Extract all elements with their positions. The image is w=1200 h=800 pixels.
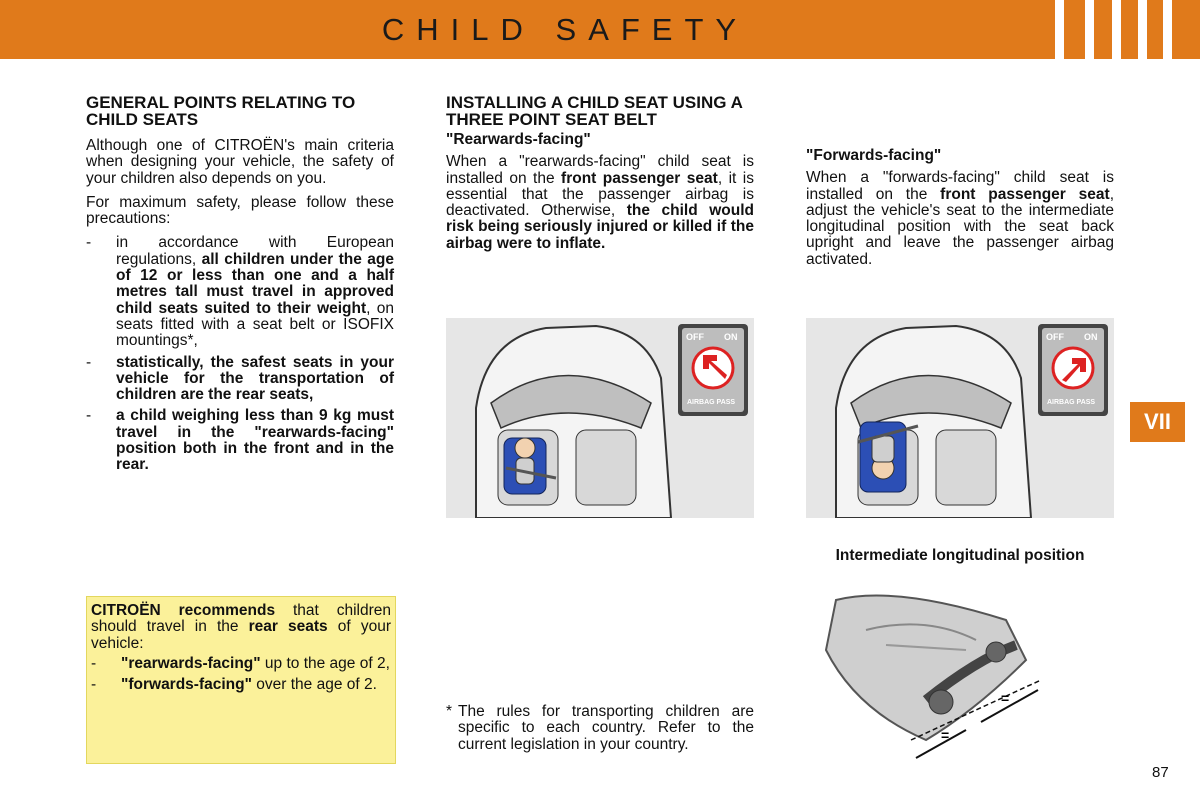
header-stripe <box>1085 0 1094 59</box>
list-item: - a child weighing less than 9 kg must travel in the "rearwards-facing" position both in the front and in the rear. <box>86 407 394 474</box>
install-heading: INSTALLING A CHILD SEAT USING A THREE POINT SEAT BELT <box>446 93 743 129</box>
footnote-text: The rules for transporting children are specific to each country. Refer to the current legislation in your country. <box>458 703 754 753</box>
general-para-1: Although one of CITROËN's main criteria when designing your vehicle, the safety of your children also depends on you. <box>86 137 394 187</box>
bullet-bold-text: statistically, the safest seats in your vehicle for the transportation of children are the rear seats, <box>116 353 394 404</box>
svg-text:=: = <box>1001 690 1010 706</box>
recommend-text: over the age of 2. <box>251 676 377 694</box>
bullet-bold-text: a child weighing less than 9 kg must travel in the "rearwards-facing" position both in the front and in the rear. <box>116 407 394 474</box>
fwd-text: When a "forwards-facing" child seat is installed on the <box>806 169 1114 203</box>
list-item: - in accordance with European regulations, all children under the age of 12 or less than one and a half metres tall must travel in approved child seats suited to their weight, on seats fitted with a seat belt or ISOFIX mountings*, <box>86 234 394 350</box>
seat-adjustment-illustration <box>816 590 1056 765</box>
car-top-view-icon <box>446 318 754 518</box>
airbag-on-label: ON <box>724 332 738 342</box>
svg-text:=: = <box>941 727 950 743</box>
rear-text: , it is essential that the passenger airbag is deactivated. Otherwise, <box>446 169 754 220</box>
rear-bold: front passenger seat <box>561 169 718 187</box>
fwd-text: , adjust the vehicle's seat to the intermediate longitudinal position with the seat back upright and leave the passenger airbag activated. <box>806 185 1115 268</box>
recommend-bold: rear seats <box>248 618 328 636</box>
recommendation-box <box>86 596 396 764</box>
forwards-illustration <box>806 318 1114 518</box>
airbag-off-label: OFF <box>686 332 704 342</box>
bullet-bold-text: all children under the age of 12 or less than one and a half metres tall must travel in approved child seats suited to their weight <box>116 250 394 317</box>
chapter-tab[interactable]: VII <box>1130 402 1185 442</box>
footnote <box>446 704 754 753</box>
list-item: - "rearwards-facing" up to the age of 2, <box>91 654 390 672</box>
page-number: 87 <box>1152 764 1169 781</box>
forwards-title: "Forwards-facing" <box>806 147 942 164</box>
recommend-bold: "rearwards-facing" <box>121 654 261 672</box>
recommend-bold: "forwards-facing" <box>121 676 252 694</box>
install-section <box>446 94 754 260</box>
recommend-text: of your vehicle: <box>91 618 391 652</box>
recommend-text: up to the age of 2, <box>260 654 390 672</box>
general-section <box>86 94 394 479</box>
fwd-bold: front passenger seat <box>940 185 1110 203</box>
car-top-view-icon <box>806 318 1114 518</box>
seat-position-caption: Intermediate longitudinal position <box>835 547 1085 564</box>
list-item: - "forwards-facing" over the age of 2. <box>91 676 377 694</box>
footnote-star: * <box>446 703 453 720</box>
recommend-bold: CITROËN recommends <box>91 602 276 619</box>
page-header <box>0 0 1200 59</box>
bullet-text: , on seats fitted with a seat belt or ISOFIX mountings*, <box>116 299 394 350</box>
airbag-off-label: OFF <box>1046 332 1064 342</box>
header-stripe <box>1163 0 1172 59</box>
airbag-on-label: ON <box>1084 332 1098 342</box>
header-stripe <box>1112 0 1121 59</box>
page-title: CHILD SAFETY <box>381 12 749 47</box>
seat-rail-icon <box>816 590 1056 765</box>
bullet-text: in accordance with European regulations, <box>116 234 394 268</box>
general-heading: GENERAL POINTS RELATING TO CHILD SEATS <box>86 93 356 129</box>
recommend-text: that children should travel in the <box>91 602 391 636</box>
header-stripe <box>1138 0 1147 59</box>
rearwards-title: "Rearwards-facing" <box>446 131 591 148</box>
rear-bold: the child would risk being seriously injured or killed if the airbag were to inflate. <box>446 202 754 252</box>
header-stripe <box>1055 0 1064 59</box>
forwards-section <box>806 148 1114 276</box>
list-item: - statistically, the safest seats in your vehicle for the transportation of children are the rear seats, <box>86 353 394 404</box>
rear-text: When a "rearwards-facing" child seat is installed on the <box>446 153 754 187</box>
airbag-caption: AIRBAG PASS <box>687 399 736 406</box>
rearwards-illustration <box>446 318 754 518</box>
general-para-2: For maximum safety, please follow these precautions: <box>86 193 394 228</box>
airbag-caption: AIRBAG PASS <box>1047 399 1096 406</box>
